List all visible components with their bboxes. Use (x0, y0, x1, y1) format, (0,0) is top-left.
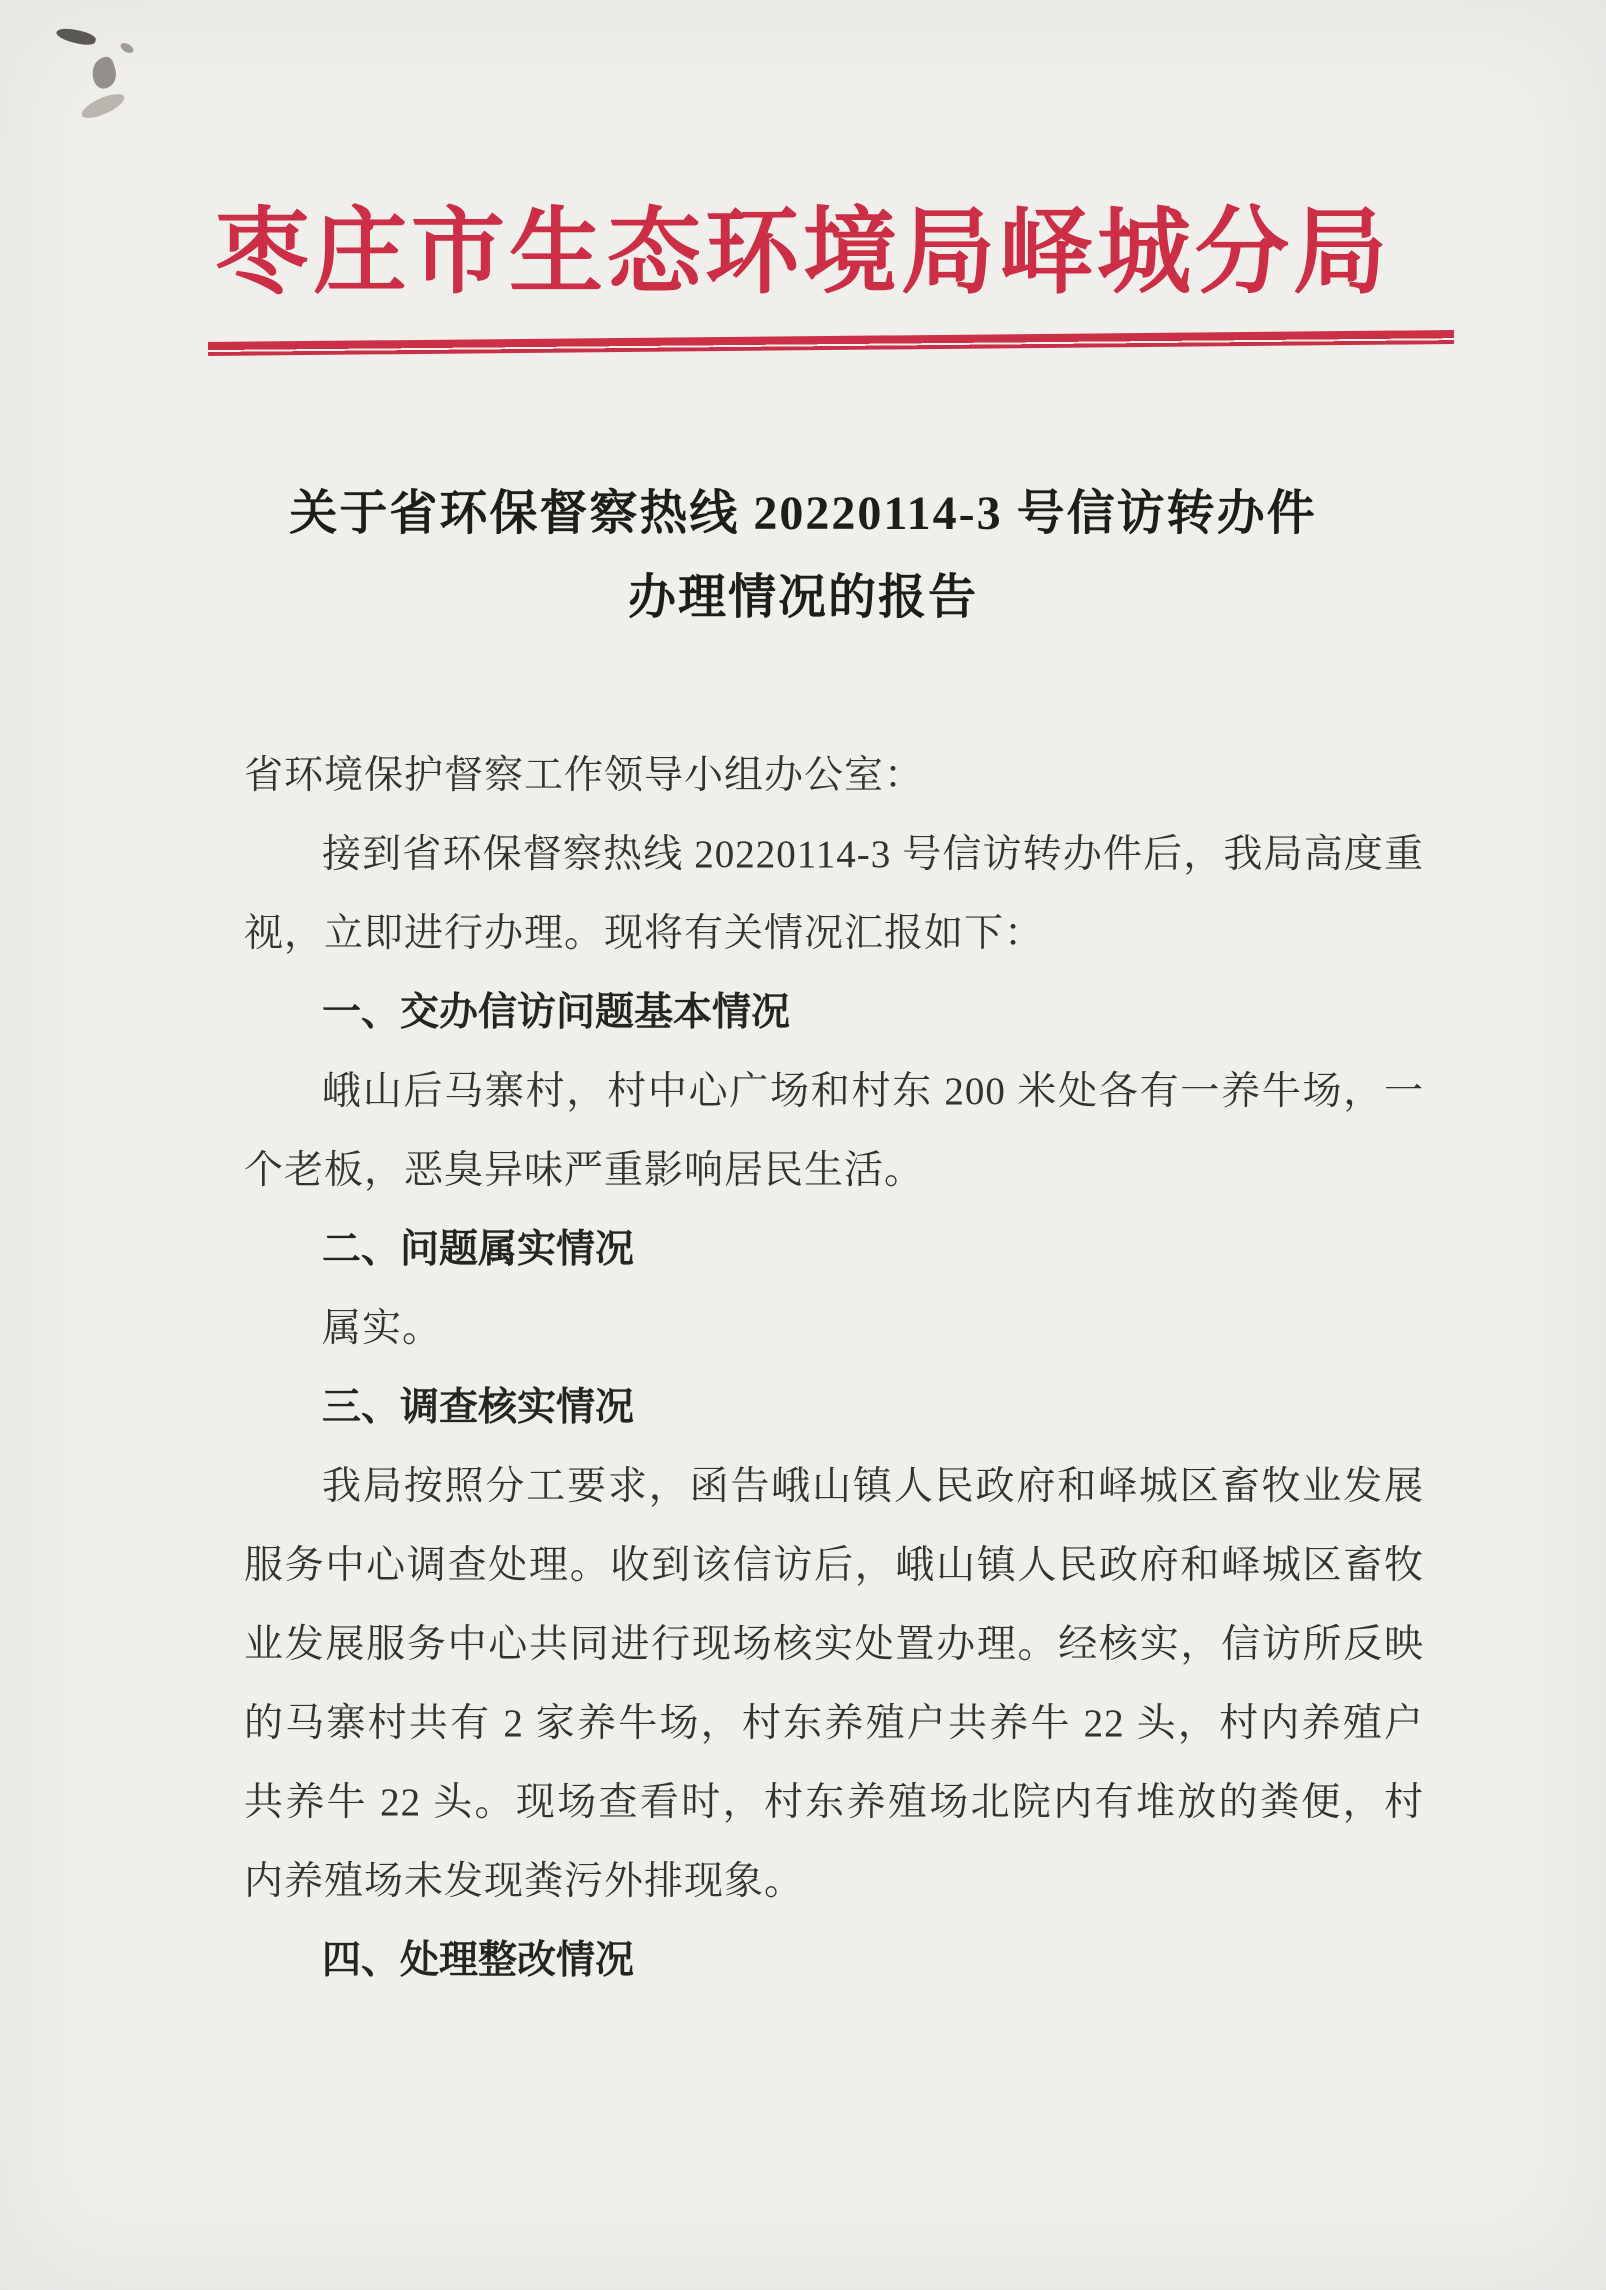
document-body (244, 736, 1424, 2000)
document-title-line1: 关于省环保督察热线 20220114-3 号信访转办件 (289, 487, 1317, 540)
paragraph-investigation: 我局按照分工要求，函告峨山镇人民政府和峄城区畜牧业发展服务中心调查处理。收到该信访后，峨山镇人民政府和峄城区畜牧业发展服务中心共同进行现场核实处置办理。经核实，信访所反映的马寨村共有 2 家养牛场，村东养殖户共养牛 22 头，村内养殖户共养牛 22 头。现场查看时，村东养殖场北院内有堆放的粪便，村内养殖场未发现粪污外排现象。 (244, 1465, 1424, 1903)
document-title (0, 472, 1606, 640)
section-heading-2: 二、问题属实情况 (322, 1228, 635, 1271)
letterhead-org-name: 枣庄市生态环境局峄城分局 (214, 201, 1391, 305)
paragraph-verdict: 属实。 (322, 1307, 443, 1350)
section-heading-1: 一、交办信访问题基本情况 (322, 991, 791, 1034)
scan-artifact (119, 41, 135, 55)
scan-artifact (88, 55, 120, 91)
paragraph-intro: 接到省环保督察热线 20220114-3 号信访转办件后，我局高度重视，立即进行办理。现将有关情况汇报如下： (244, 833, 1424, 955)
paragraph-issue: 峨山后马寨村，村中心广场和村东 200 米处各有一养牛场，一个老板，恶臭异味严重影响居民生活。 (244, 1070, 1424, 1192)
section-heading-4: 四、处理整改情况 (322, 1939, 635, 1982)
salutation: 省环境保护督察工作领导小组办公室： (244, 754, 925, 797)
letterhead-divider-line (208, 330, 1454, 356)
scan-artifact (55, 25, 97, 47)
document-title-line2: 办理情况的报告 (627, 571, 978, 624)
scan-artifact (79, 89, 128, 122)
section-heading-3: 三、调查核实情况 (322, 1386, 635, 1429)
